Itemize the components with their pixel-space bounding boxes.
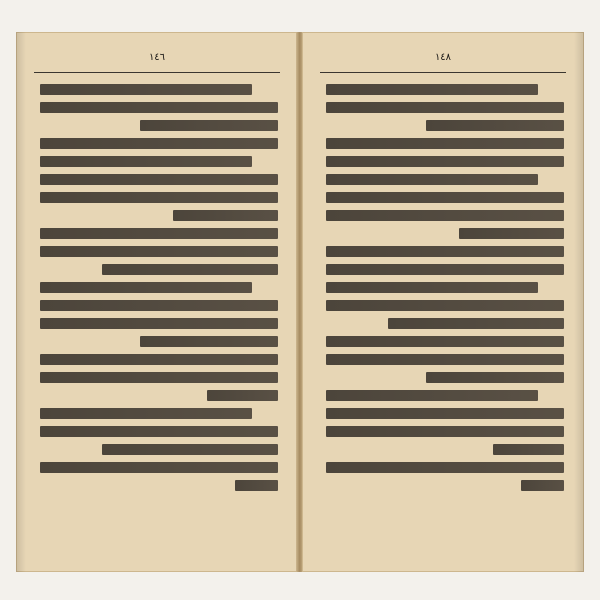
text-line <box>326 390 538 401</box>
left-page-header <box>34 52 280 70</box>
text-line <box>40 228 278 239</box>
text-line <box>426 372 564 383</box>
text-line <box>40 138 278 149</box>
text-line <box>459 228 564 239</box>
text-line <box>40 282 252 293</box>
text-line <box>40 408 252 419</box>
text-line <box>493 444 564 455</box>
right-page-number: ١٤٨ <box>434 52 452 63</box>
right-edge-shadow <box>574 32 584 572</box>
right-page <box>302 32 584 572</box>
text-line <box>40 84 252 95</box>
text-line <box>40 156 252 167</box>
text-line <box>40 426 278 437</box>
right-header-rule <box>320 72 566 73</box>
text-line <box>326 138 564 149</box>
text-line <box>326 84 538 95</box>
text-line <box>326 408 564 419</box>
text-line <box>40 372 278 383</box>
text-line <box>326 354 564 365</box>
left-page-number: ١٤٦ <box>148 52 166 63</box>
text-line <box>102 444 278 455</box>
text-line <box>40 174 278 185</box>
text-line <box>140 336 278 347</box>
text-line <box>326 300 564 311</box>
text-line <box>326 462 564 473</box>
text-line <box>40 192 278 203</box>
text-line <box>40 462 278 473</box>
text-line <box>326 174 538 185</box>
left-page <box>16 32 298 572</box>
right-page-header <box>320 52 566 70</box>
text-line <box>326 192 564 203</box>
left-edge-shadow <box>16 32 26 572</box>
left-text-block <box>40 84 278 540</box>
text-line <box>326 246 564 257</box>
text-line <box>521 480 564 491</box>
text-line <box>326 102 564 113</box>
text-line <box>40 318 278 329</box>
right-text-block <box>326 84 564 540</box>
text-line <box>326 282 538 293</box>
text-line <box>102 264 278 275</box>
text-line <box>40 246 278 257</box>
text-line <box>173 210 278 221</box>
left-header-rule <box>34 72 280 73</box>
text-line <box>40 102 278 113</box>
text-line <box>40 354 278 365</box>
text-line <box>388 318 564 329</box>
text-line <box>140 120 278 131</box>
text-line <box>326 264 564 275</box>
text-line <box>326 156 564 167</box>
text-line <box>207 390 278 401</box>
text-line <box>40 300 278 311</box>
text-line <box>326 426 564 437</box>
text-line <box>326 336 564 347</box>
text-line <box>326 210 564 221</box>
text-line <box>426 120 564 131</box>
text-line <box>235 480 278 491</box>
